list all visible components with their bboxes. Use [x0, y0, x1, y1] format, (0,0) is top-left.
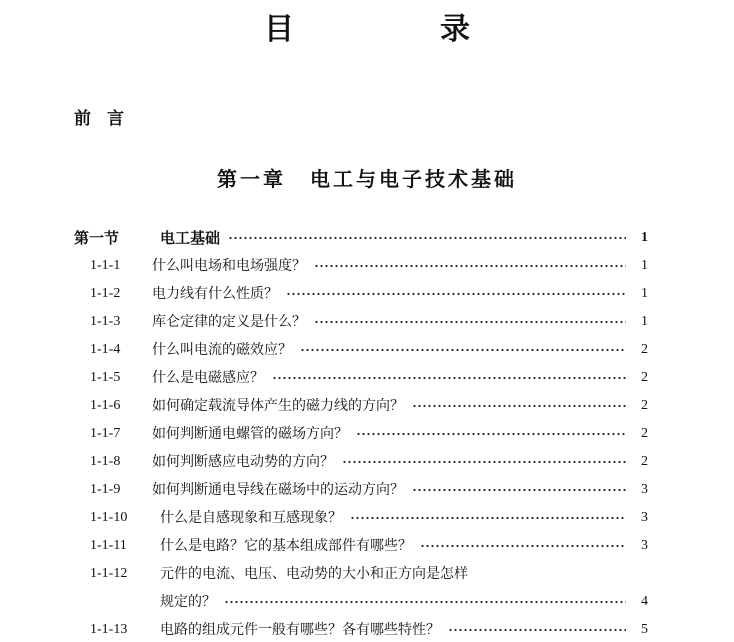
entry-title: 如何判断感应电动势的方向？ — [152, 454, 334, 470]
page-number: 1 — [641, 314, 648, 329]
entry-number: 1-1-12 — [90, 566, 128, 581]
dot-leader — [350, 506, 626, 530]
entry-title: 电路的组成元件一般有哪些？各有哪些特性？ — [160, 622, 440, 638]
toc-entry-continuation[interactable] — [74, 590, 648, 614]
toc-entry-row[interactable] — [74, 422, 648, 446]
dot-leader — [224, 590, 626, 614]
page-number: 2 — [641, 398, 648, 413]
page-number: 1 — [641, 230, 648, 245]
page-number: 3 — [641, 510, 648, 525]
toc-entry-row[interactable] — [74, 562, 648, 586]
toc-entry-row[interactable] — [74, 534, 648, 558]
dot-leader — [412, 478, 626, 502]
toc-entry-row[interactable] — [74, 618, 648, 642]
toc-entry-row[interactable] — [74, 478, 648, 502]
toc-entry-row[interactable] — [74, 450, 648, 474]
toc-section-row[interactable] — [74, 226, 648, 250]
entry-number: 1-1-11 — [90, 538, 127, 553]
page-number: 2 — [641, 426, 648, 441]
entry-title: 什么叫电场和电场强度？ — [152, 258, 306, 274]
entry-title: 什么是自感现象和互感现象？ — [160, 510, 342, 526]
chapter-heading — [0, 163, 734, 192]
dot-leader — [420, 534, 626, 558]
entry-number: 1-1-10 — [90, 510, 128, 525]
entry-number: 1-1-4 — [90, 342, 121, 357]
entry-title: 电力线有什么性质？ — [152, 286, 278, 302]
toc-entry-row[interactable] — [74, 282, 648, 306]
entry-title: 库仑定律的定义是什么？ — [152, 314, 306, 330]
toc-entry-row[interactable] — [74, 338, 648, 362]
entry-title: 如何判断通电螺管的磁场方向？ — [152, 426, 348, 442]
entry-number: 1-1-7 — [90, 426, 121, 441]
entry-title: 什么是电磁感应？ — [152, 370, 264, 386]
page-number: 4 — [641, 594, 648, 609]
chapter-title: 电工与电子技术基础 — [310, 167, 517, 191]
entry-number: 1-1-13 — [90, 622, 128, 637]
toc-entry-row[interactable] — [74, 310, 648, 334]
dot-leader — [272, 366, 626, 390]
page-number: 1 — [641, 286, 648, 301]
entry-title: 如何判断通电导线在磁场中的运动方向？ — [152, 482, 404, 498]
entry-number: 1-1-8 — [90, 454, 121, 469]
toc-entry-row[interactable] — [74, 366, 648, 390]
entry-number: 1-1-1 — [90, 258, 121, 273]
entry-title: 如何确定载流导体产生的磁力线的方向？ — [152, 398, 404, 414]
page-title: 目 录 — [264, 12, 528, 47]
entry-title: 什么叫电流的磁效应？ — [152, 342, 292, 358]
dot-leader — [314, 310, 626, 334]
chapter-number: 第一章 — [217, 167, 286, 191]
entry-title: 元件的电流、电压、电动势的大小和正方向是怎样 — [160, 566, 468, 582]
toc-entry-row[interactable] — [74, 254, 648, 278]
preface-entry[interactable]: 前言 — [74, 109, 140, 129]
toc-entry-row[interactable] — [74, 506, 648, 530]
page-number: 1 — [641, 258, 648, 273]
dot-leader — [356, 422, 626, 446]
entry-number: 1-1-3 — [90, 314, 121, 329]
page-number: 2 — [641, 342, 648, 357]
page-number: 3 — [641, 482, 648, 497]
toc-entry-row[interactable] — [74, 394, 648, 418]
page-number: 5 — [641, 622, 648, 637]
dot-leader — [342, 450, 626, 474]
dot-leader — [448, 618, 626, 642]
entry-title-continued: 规定的？ — [160, 594, 216, 610]
section-title: 电工基础 — [160, 229, 221, 247]
dot-leader — [412, 394, 626, 418]
dot-leader — [300, 338, 626, 362]
dot-leader — [286, 282, 626, 306]
entry-number: 1-1-6 — [90, 398, 121, 413]
section-number: 第一节 — [74, 229, 120, 247]
entry-title: 什么是电路？它的基本组成部件有哪些？ — [160, 538, 412, 554]
dot-leader — [228, 226, 626, 250]
entry-number: 1-1-9 — [90, 482, 121, 497]
dot-leader — [314, 254, 626, 278]
entry-number: 1-1-2 — [90, 286, 121, 301]
page-number: 3 — [641, 538, 648, 553]
page-number: 2 — [641, 454, 648, 469]
entry-number: 1-1-5 — [90, 370, 121, 385]
page-number: 2 — [641, 370, 648, 385]
